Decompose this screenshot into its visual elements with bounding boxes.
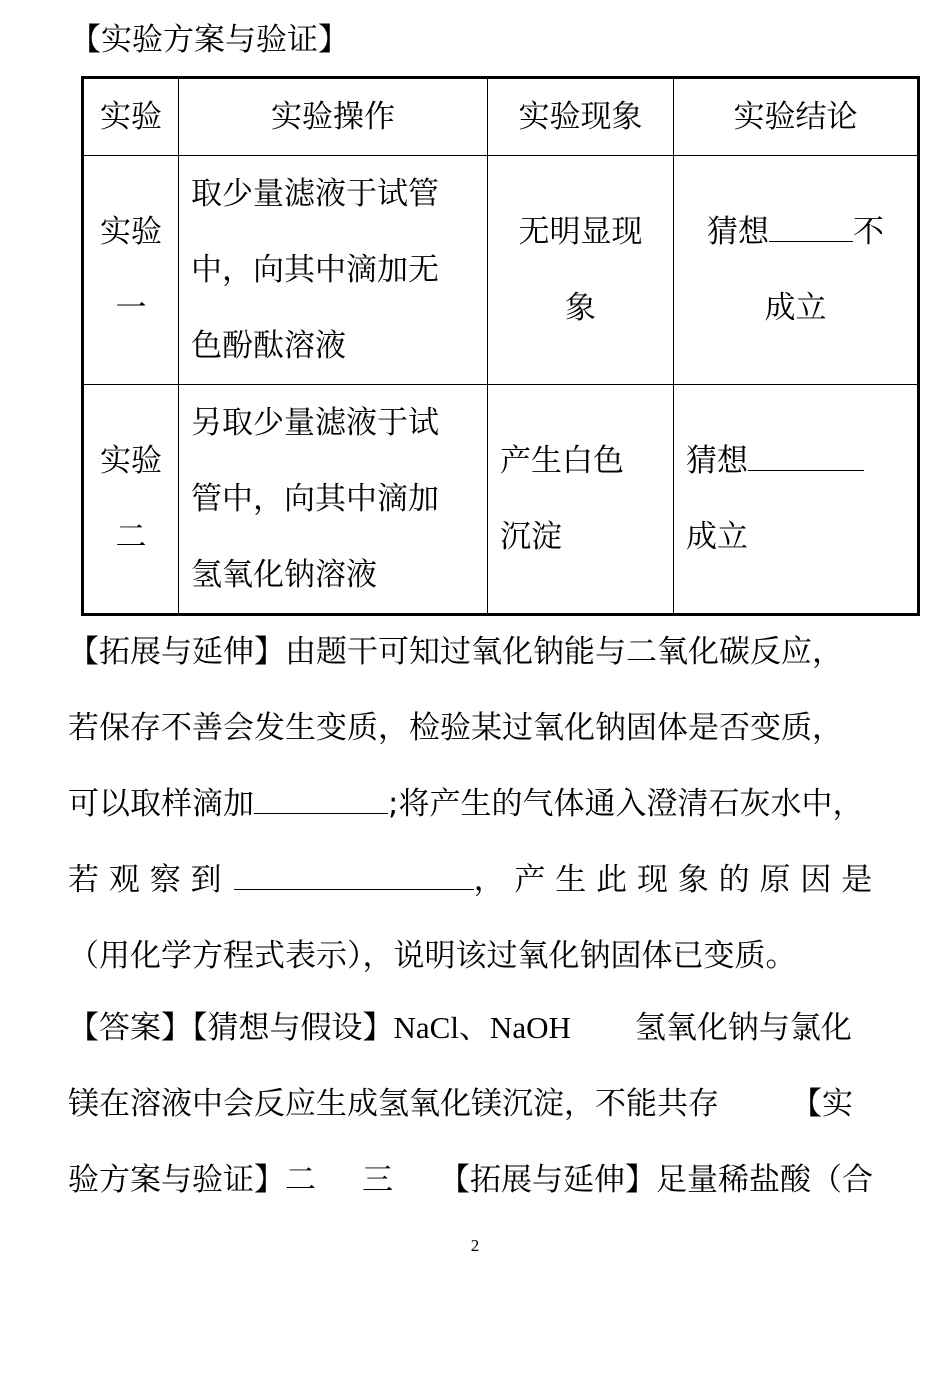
phenomenon-line: 沉淀 [500, 519, 562, 555]
text-segment: 【实 [791, 1086, 853, 1122]
experiment-number: 一 [115, 290, 147, 326]
text-segment: 验方案与验证】二 [68, 1162, 316, 1198]
text-segment: 可以取样滴加 [68, 786, 254, 822]
header-cell-conclusion: 实验结论 [674, 78, 919, 156]
text-segment: 三 [362, 1162, 393, 1198]
text-line [68, 766, 918, 842]
text-segment: 【拓展与延伸】足量稀盐酸（合 [439, 1162, 873, 1198]
operation-line: 另取少量滤液于试 [191, 405, 439, 441]
header-cell-experiment: 实验 [83, 78, 179, 156]
text-line [68, 1142, 918, 1218]
experiment-number: 二 [115, 519, 147, 555]
answer-blank [254, 783, 388, 814]
phenomenon-line: 产生白色 [500, 443, 624, 479]
page-number: 2 [470, 1236, 480, 1255]
text-line [68, 842, 918, 918]
conclusion-text: 不 [853, 214, 884, 250]
experiment-label: 实验 [100, 443, 162, 479]
operation-cell [179, 385, 488, 615]
answer-blank [769, 211, 853, 242]
formula-text: NaCl、NaOH [393, 1010, 571, 1045]
conclusion-text: 成立 [764, 290, 827, 326]
experiment-table [81, 76, 920, 616]
conclusion-text: 成立 [686, 519, 748, 555]
text-line [68, 1066, 918, 1142]
section-title: 【实验方案与验证】 [70, 22, 349, 58]
text-segment: 若 观 察 到 [68, 862, 222, 898]
answer-paragraph [68, 990, 918, 1218]
extension-paragraph [68, 614, 918, 994]
experiment-cell [83, 156, 179, 385]
conclusion-text: 猜想 [686, 443, 748, 479]
text-segment: 氢氧化钠与氯化 [634, 1010, 852, 1046]
answer-blank [748, 440, 864, 471]
text-segment: ;将产生的气体通入澄清石灰水中， [388, 786, 864, 822]
phenomenon-line: 象 [565, 290, 596, 326]
conclusion-cell [674, 385, 919, 615]
text-segment: 镁在溶液中会反应生成氢氧化镁沉淀，不能共存 [68, 1086, 719, 1122]
text-segment: 【答案】【猜想与假设】 [68, 1010, 394, 1046]
experiment-label: 实验 [100, 214, 162, 250]
phenomenon-cell [488, 385, 674, 615]
conclusion-cell [674, 156, 919, 385]
operation-line: 管中，向其中滴加 [191, 481, 439, 517]
text-line: 【拓展与延伸】由题干可知过氧化钠能与二氧化碳反应， [68, 634, 843, 670]
text-line: （用化学方程式表示），说明该过氧化钠固体已变质。 [68, 938, 797, 974]
text-line: 若保存不善会发生变质，检验某过氧化钠固体是否变质， [68, 710, 843, 746]
operation-line: 色酚酞溶液 [191, 328, 346, 364]
conclusion-text: 猜想 [707, 214, 769, 250]
text-line [68, 990, 918, 1066]
answer-blank [234, 859, 474, 890]
phenomenon-line: 无明显现 [518, 214, 643, 250]
header-cell-phenomenon: 实验现象 [488, 78, 674, 156]
operation-cell [179, 156, 488, 385]
operation-line: 取少量滤液于试管 [191, 176, 439, 212]
table-row [83, 156, 919, 385]
phenomenon-cell [488, 156, 674, 385]
operation-line: 氢氧化钠溶液 [191, 557, 377, 593]
table-header-row [83, 78, 919, 156]
header-cell-operation: 实验操作 [179, 78, 488, 156]
table-row [83, 385, 919, 615]
experiment-cell [83, 385, 179, 615]
operation-line: 中，向其中滴加无 [191, 252, 439, 288]
text-segment: ， 产 生 此 现 象 的 原 因 是 [473, 862, 873, 898]
